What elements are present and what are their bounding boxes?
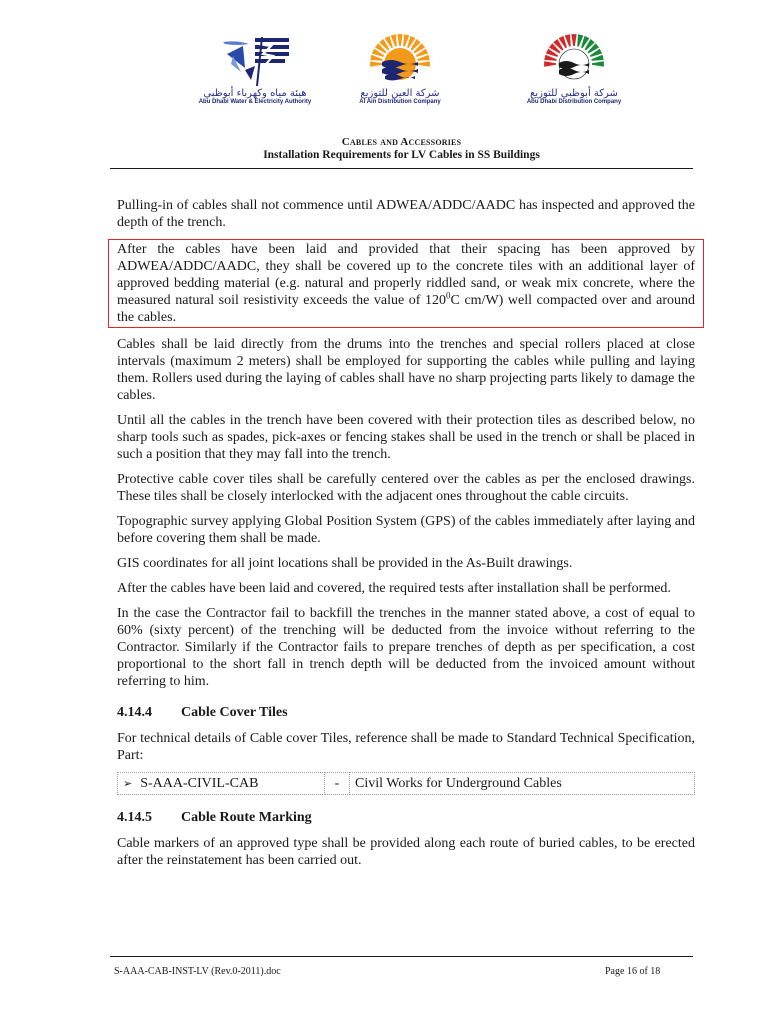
section-number: 4.14.4 [117, 705, 152, 720]
spec-dash-cell: - [325, 773, 350, 795]
paragraph-tests: After the cables have been laid and covered, the required tests after installation shall be performed. [117, 581, 671, 596]
addc-logo [514, 30, 634, 106]
section-title: Cable Cover Tiles [181, 705, 288, 720]
spec-code-cell [118, 773, 325, 795]
document-body [117, 197, 695, 877]
adwea-logo [190, 34, 320, 106]
paragraph-cable-markers: Cable markers of an approved type shall be provided along each route of buried cables, to be erected after the reinstatement has been carried out. [117, 836, 695, 868]
spec-code: S-AAA-CIVIL-CAB [140, 775, 259, 791]
adwea-arabic-name: هيئة مياه وكهرباء أبوظبي [203, 88, 307, 99]
arrow-bullet-icon: ➢ [123, 776, 133, 790]
section-heading-route-marking [117, 809, 695, 826]
bedding-text-start: After the cables have been laid and provided that their spacing has been approved by ADWEA/ADDC/AADC, they shall be covered up to the concrete tiles with an additional layer of approved bedding material (e.g. natural and properly riddled sand, or weak mix concrete, where the measured natural soil resistivity exceeds the value of 120 [117, 242, 695, 308]
addc-sun-emblem-icon [539, 30, 609, 88]
aadc-sun-emblem-icon [365, 30, 435, 88]
paragraph-cover-tiles-reference: For technical details of Cable cover Tiles, reference shall be made to Standard Technical Specification, Part: [117, 731, 695, 763]
addc-english-name: Abu Dhabi Distribution Company [526, 99, 622, 105]
adwea-emblem-icon [215, 34, 295, 88]
bedding-text-end: C cm/W) well compacted over and around the cables. [117, 293, 695, 325]
header-divider [110, 168, 693, 169]
section-heading-cover-tiles [117, 704, 695, 721]
addc-arabic-name: شركة أبوظبي للتوزيع [530, 88, 618, 99]
adwea-english-name: Abu Dhabi Water & Electricity Authority [198, 99, 312, 105]
header-title: Cables and Accessories [341, 136, 462, 148]
paragraph-cover-tiles: Protective cable cover tiles shall be carefully centered over the cables as per the enclosed drawings. These tiles shall be closely interlocked with the adjacent ones throughout the cable circuits. [117, 472, 695, 504]
footer-document-name: S-AAA-CAB-INST-LV (Rev.0-2011).doc [114, 966, 281, 977]
aadc-english-name: Al Ain Distribution Company [359, 99, 441, 105]
table-row [118, 773, 695, 795]
paragraph-sharp-tools: Until all the cables in the trench have been covered with their protection tiles as described below, no sharp tools such as spades, pick-axes or fencing stakes shall be used in the trench or shall be placed in such a position that they may fall into the trench. [117, 413, 695, 462]
aadc-arabic-name: شركة العين للتوزيع [360, 88, 440, 99]
paragraph-trench-inspection: Pulling-in of cables shall not commence until ADWEA/ADDC/AADC has inspected and approved the depth of the trench. [117, 198, 695, 230]
degree-superscript: 0 [446, 290, 451, 301]
paragraph-gis-coordinates: GIS coordinates for all joint locations shall be provided in the As-Built drawings. [117, 556, 573, 571]
section-number: 4.14.5 [117, 810, 152, 825]
paragraph-gps-survey: Topographic survey applying Global Position System (GPS) of the cables immediately after laying and before covering them shall be made. [117, 514, 695, 546]
highlighted-paragraph-bedding [108, 239, 704, 328]
spec-description-cell: Civil Works for Underground Cables [350, 773, 695, 795]
specification-table [117, 772, 695, 795]
paragraph-backfill-penalty: In the case the Contractor fail to backfill the trenches in the manner stated above, a cost of equal to 60% (sixty percent) of the trenching will be deducted from the invoice without referring to the Contractor. Similarly if the Contractor fails to prepare trenches of depth as per specification, a cost proportional to the short fall in trench depth will be deducted from the invoiced amount without referring to him. [117, 606, 695, 689]
footer-page-number: Page 16 of 18 [605, 966, 661, 977]
paragraph-rollers: Cables shall be laid directly from the drums into the trenches and special rollers placed at close intervals (maximum 2 meters) shall be employed for supporting the cables while pulling and laying them. Rollers used during the laying of cables shall have no sharp projecting parts likely to damage the cables. [117, 337, 695, 403]
aadc-logo [345, 30, 455, 106]
footer-divider [110, 956, 693, 957]
section-title: Cable Route Marking [181, 810, 312, 825]
header-subtitle: Installation Requirements for LV Cables in SS Buildings [263, 149, 540, 161]
